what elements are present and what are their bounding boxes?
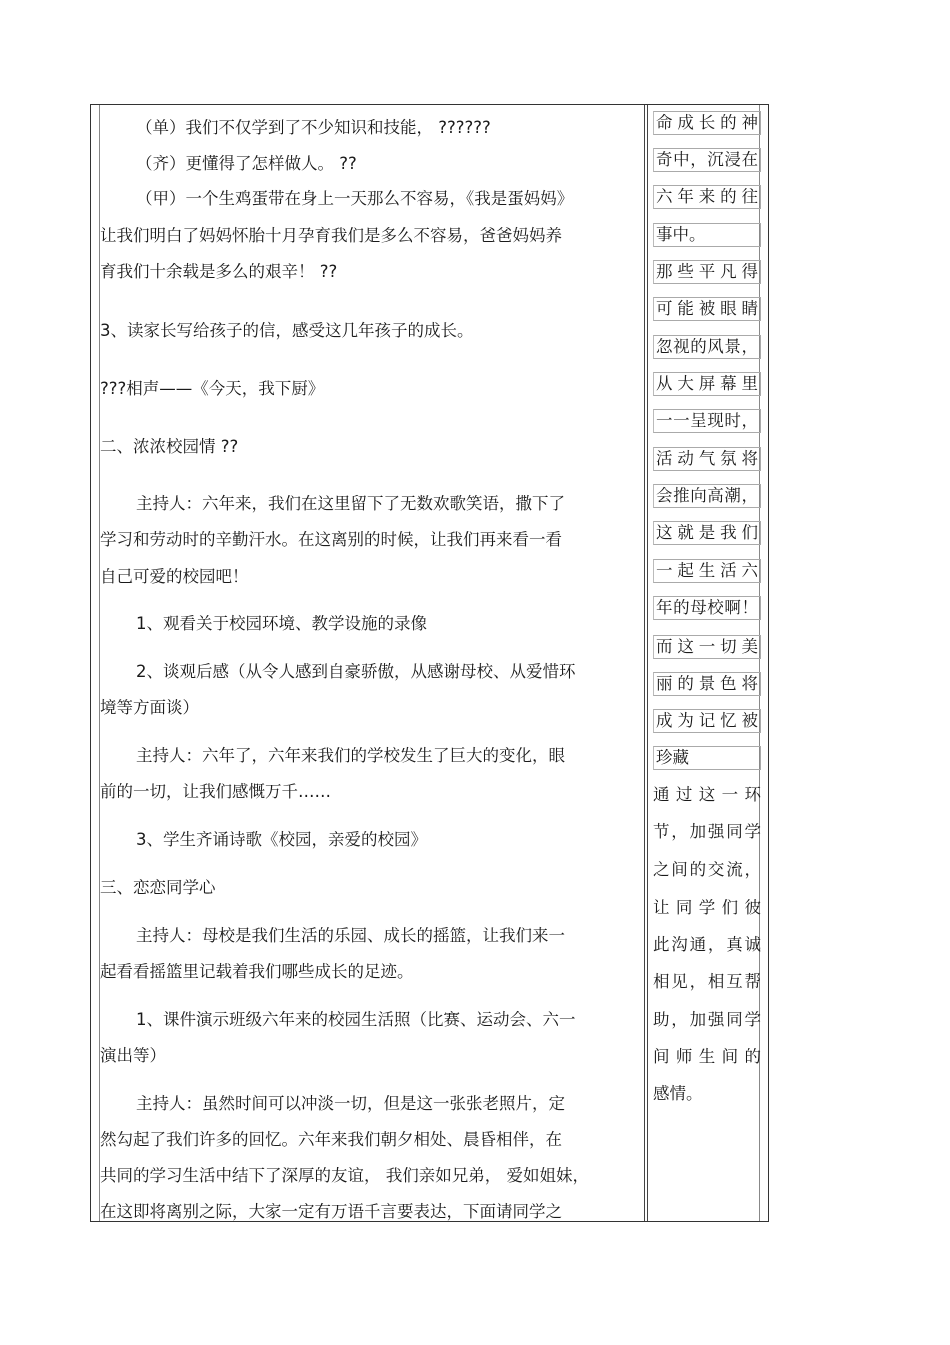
- side-note-line: 活动气氛将: [653, 447, 761, 471]
- side-note-line: 那些平凡得: [653, 260, 761, 284]
- side-note-line: 之间的交流，: [653, 860, 761, 879]
- side-note-line: 奇中，沉浸在: [653, 148, 761, 172]
- side-note-line: 成为记忆被: [653, 709, 761, 733]
- content-line: 共同的学习生活中结下了深厚的友谊， 我们亲如兄弟， 爱如姐妹，: [100, 1166, 589, 1185]
- content-line: 在这即将离别之际，大家一定有万语千言要表达，下面请同学之: [100, 1202, 562, 1221]
- content-line: （甲）一个生鸡蛋带在身上一天那么不容易，《我是蛋妈妈》: [136, 189, 574, 208]
- content-line: 主持人：六年了，六年来我们的学校发生了巨大的变化，眼: [136, 746, 565, 765]
- content-line: 境等方面谈）: [100, 698, 199, 717]
- side-note-line: 相见，相互帮: [653, 972, 761, 991]
- content-line: 二、浓浓校园情 ??: [100, 437, 239, 456]
- side-note-line: 命成长的神: [653, 111, 761, 135]
- content-line: 自己可爱的校园吧！: [100, 567, 249, 586]
- side-note-line: 珍藏: [653, 746, 761, 770]
- side-note-line: 一起生活六: [653, 559, 761, 583]
- content-line: 3、读家长写给孩子的信，感受这几年孩子的成长。: [100, 321, 474, 340]
- content-line: 1、课件演示班级六年来的校园生活照（比赛、运动会、六一: [136, 1010, 576, 1029]
- content-line: 1、观看关于校园环境、教学设施的录像: [136, 614, 427, 633]
- content-line: 育我们十余载是多么的艰辛！ ??: [100, 262, 338, 281]
- side-note-line: 而这一切美: [653, 635, 761, 659]
- content-line: 主持人：虽然时间可以冲淡一切，但是这一张张老照片，定: [136, 1094, 565, 1113]
- lesson-plan-table: [90, 104, 769, 1222]
- content-line: 主持人：母校是我们生活的乐园、成长的摇篮，让我们来一: [136, 926, 565, 945]
- side-note-line: 助，加强同学: [653, 1010, 761, 1029]
- side-note-line: 年的母校啊！: [653, 596, 761, 620]
- content-line: 让我们明白了妈妈怀胎十月孕育我们是多么不容易，爸爸妈妈养: [100, 226, 562, 245]
- content-line: 前的一切，让我们感慨万千……: [100, 782, 331, 801]
- side-note-line: 丽的景色将: [653, 672, 761, 696]
- content-line: 主持人：六年来，我们在这里留下了无数欢歌笑语，撒下了: [136, 494, 565, 513]
- side-note-line: 从大屏幕里: [653, 372, 761, 396]
- side-note-line: 事中。: [653, 223, 761, 247]
- content-line: 演出等）: [100, 1046, 166, 1065]
- content-line: 2、谈观后感（从令人感到自豪骄傲，从感谢母校、从爱惜环: [136, 662, 576, 681]
- side-note-line: 通过这一环: [653, 785, 761, 804]
- side-note-line: 让同学们彼: [653, 898, 761, 917]
- content-line: 然勾起了我们许多的回忆。六年来我们朝夕相处、晨昏相伴，在: [100, 1130, 562, 1149]
- content-line: 起看看摇篮里记载着我们哪些成长的足迹。: [100, 962, 414, 981]
- column-divider: [644, 105, 648, 1221]
- side-note-line: 会推向高潮，: [653, 484, 761, 508]
- side-note-line: 忽视的风景，: [653, 335, 761, 359]
- content-line: （齐）更懂得了怎样做人。 ??: [136, 154, 357, 173]
- content-line: ???相声——《今天，我下厨》: [100, 379, 325, 398]
- content-line: 学习和劳动时的辛勤汗水。在这离别的时候，让我们再来看一看: [100, 530, 562, 549]
- side-note-line: 间师生间的: [653, 1047, 761, 1066]
- side-note-line: 感情。: [653, 1084, 703, 1103]
- side-note-line: 节，加强同学: [653, 822, 761, 841]
- content-line: 三、恋恋同学心: [100, 878, 216, 897]
- side-note-line: 六年来的往: [653, 185, 761, 209]
- side-note-line: 这就是我们: [653, 521, 761, 545]
- side-note-line: 可能被眼睛: [653, 297, 761, 321]
- content-line: （单）我们不仅学到了不少知识和技能， ??????: [136, 118, 491, 137]
- side-note-line: 一一呈现时，: [653, 409, 761, 433]
- content-line: 3、学生齐诵诗歌《校园，亲爱的校园》: [136, 830, 427, 849]
- side-note-line: 此沟通，真诚: [653, 935, 761, 954]
